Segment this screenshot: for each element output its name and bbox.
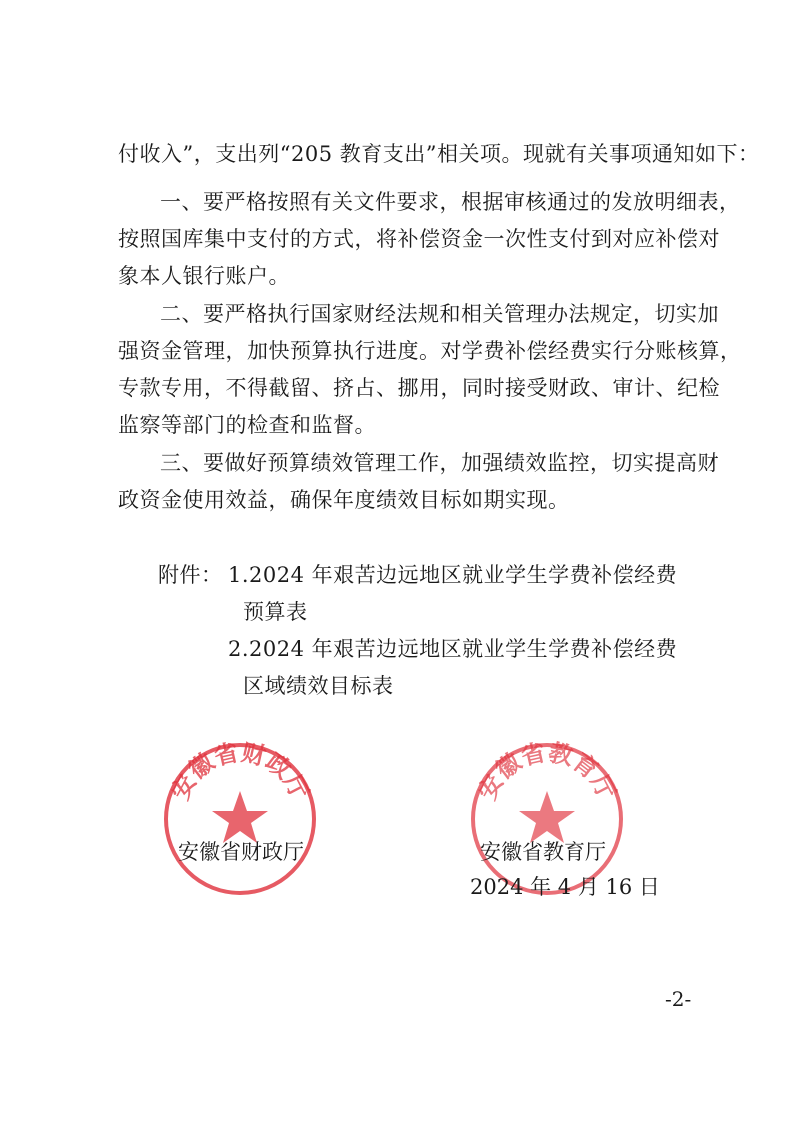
attachment-1-line-1: 1.2024 年艰苦边远地区就业学生学费补偿经费 <box>228 563 678 587</box>
item-1-line-1: 一、要严格按照有关文件要求，根据审核通过的发放明细表， <box>160 190 741 214</box>
item-2-line-1: 二、要严格执行国家财经法规和相关管理办法规定，切实加 <box>160 302 719 326</box>
item-3-line-2: 政资金使用效益，确保年度绩效目标如期实现。 <box>118 488 570 512</box>
attachment-1-line-2: 预算表 <box>243 600 308 624</box>
finance-seal-icon <box>160 739 320 899</box>
body-line-1: 付收入”，支出列“205 教育支出”相关项。现就有关事项通知如下： <box>118 142 760 166</box>
item-1-line-2: 按照国库集中支付的方式，将补偿资金一次性支付到对应补偿对 <box>118 227 720 251</box>
attachments-label: 附件： <box>158 563 223 587</box>
item-3-line-1: 三、要做好预算绩效管理工作，加强绩效监控，切实提高财 <box>160 451 719 475</box>
item-2-line-3: 专款专用，不得截留、挤占、挪用，同时接受财政、审计、纪检 <box>118 376 720 400</box>
page-number: -2- <box>665 987 692 1011</box>
item-2-line-4: 监察等部门的检查和监督。 <box>118 413 376 437</box>
signature-education: 安徽省教育厅 <box>480 840 606 864</box>
signature-finance: 安徽省财政厅 <box>178 840 304 864</box>
item-1-line-3: 象本人银行账户。 <box>118 264 290 288</box>
signature-date: 2024 年 4 月 16 日 <box>470 875 660 899</box>
item-2-line-2: 强资金管理，加快预算执行进度。对学费补偿经费实行分账核算， <box>118 339 742 363</box>
attachment-2-line-2: 区域绩效目标表 <box>243 674 394 698</box>
attachment-2-line-1: 2.2024 年艰苦边远地区就业学生学费补偿经费 <box>228 637 678 661</box>
finance-seal-text: 安徽省财政厅 <box>165 739 315 805</box>
education-seal-text: 安徽省教育厅 <box>472 739 622 805</box>
